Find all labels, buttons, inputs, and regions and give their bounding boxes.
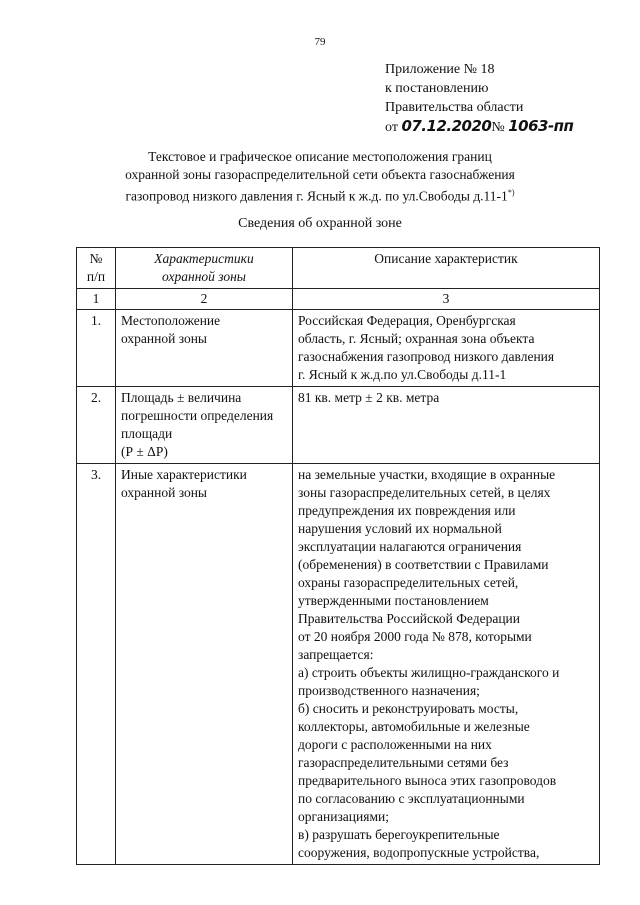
document-title — [70, 148, 570, 206]
row-characteristic — [116, 387, 293, 464]
appendix-date-line — [385, 117, 615, 137]
characteristic-line: Местоположение — [121, 313, 221, 328]
characteristic-line: Иные характеристики — [121, 467, 247, 482]
header-characteristics — [116, 248, 293, 289]
description-line: (обременения) в соответствии с Правилами — [298, 557, 549, 572]
description-line: газораспределительными сетями без — [298, 755, 509, 770]
row-number: 2. — [77, 387, 116, 464]
description-line: от 20 ноября 2000 года № 878, которыми — [298, 629, 532, 644]
description-line: в) разрушать берегоукрепительные — [298, 827, 500, 842]
description-line: запрещается: — [298, 647, 374, 662]
description-line: сооружения, водопропускные устройства, — [298, 845, 540, 860]
title-line-1: Текстовое и графическое описание местоположения границ — [148, 149, 492, 164]
column-index-3: 3 — [293, 289, 600, 310]
handwritten-number: 1063-пп — [508, 117, 574, 135]
description-line: на земельные участки, входящие в охранные — [298, 467, 556, 482]
description-line: эксплуатации налагаются ограничения — [298, 539, 522, 554]
description-line: нарушения условий их нормальной — [298, 521, 502, 536]
table-row — [77, 464, 600, 865]
footnote-mark: *) — [507, 188, 515, 197]
section-title: Сведения об охранной зоне — [238, 216, 402, 231]
appendix-decree-line: к постановлению — [385, 81, 489, 96]
number-prefix: № — [491, 120, 505, 135]
description-line: производственного назначения; — [298, 683, 480, 698]
row-number: 3. — [77, 464, 116, 865]
row-characteristic — [116, 464, 293, 865]
header-number-label: п/п — [86, 269, 106, 284]
row-description — [293, 310, 600, 387]
description-line: зоны газораспределительных сетей, в целях — [298, 485, 551, 500]
column-index-1: 1 — [77, 289, 116, 310]
characteristic-line: охранной зоны — [121, 485, 208, 500]
characteristic-line: Площадь ± величина — [121, 390, 242, 405]
description-line: организациями; — [298, 809, 389, 824]
description-line: утвержденными постановлением — [298, 593, 489, 608]
header-characteristics-line-1: Характеристики — [154, 251, 254, 266]
page-number: 79 — [314, 36, 326, 48]
row-number: 1. — [77, 310, 116, 387]
appendix-title: Приложение № 18 — [385, 62, 495, 77]
description-line: г. Ясный к ж.д.по ул.Свободы д.11-1 — [298, 367, 507, 382]
title-line-3-text: газопровод низкого давления г. Ясный к ж.д. по ул.Свободы д.11-1 — [125, 188, 508, 204]
title-line-2: охранной зоны газораспределительной сети объекта газоснабжения — [125, 167, 515, 182]
header-number-symbol: № — [89, 251, 103, 266]
table-row — [77, 310, 600, 387]
header-number — [77, 248, 116, 289]
description-line: предупреждения их повреждения или — [298, 503, 516, 518]
table-column-index-row — [77, 289, 600, 310]
description-line: предварительного выноса этих газопроводов — [298, 773, 557, 788]
row-description — [293, 387, 600, 464]
appendix-authority-line: Правительства области — [385, 100, 524, 115]
description-line: по согласованию с эксплуатационными — [298, 791, 525, 806]
description-line: 81 кв. метр ± 2 кв. метра — [298, 390, 440, 405]
header-characteristics-line-2: охранной зоны — [162, 269, 246, 284]
column-index-2: 2 — [116, 289, 293, 310]
row-characteristic — [116, 310, 293, 387]
title-line-3 — [70, 184, 570, 206]
description-line: охраны газораспределительных сетей, — [298, 575, 519, 590]
characteristic-line: охранной зоны — [121, 331, 208, 346]
description-line: коллекторы, автомобильные и железные — [298, 719, 530, 734]
appendix-header — [385, 60, 615, 137]
characteristic-line: площади — [121, 426, 173, 441]
row-description — [293, 464, 600, 865]
description-line: дороги с расположенными на них — [298, 737, 492, 752]
description-line: б) сносить и реконструировать мосты, — [298, 701, 519, 716]
description-line: Российская Федерация, Оренбургская — [298, 313, 516, 328]
table-header-row — [77, 248, 600, 289]
handwritten-date: 07.12.2020 — [401, 117, 492, 135]
characteristic-line: (Р ± ΔР) — [121, 444, 168, 459]
description-line: область, г. Ясный; охранная зона объекта — [298, 331, 535, 346]
description-line: Правительства Российской Федерации — [298, 611, 520, 626]
characteristic-line: погрешности определения — [121, 408, 274, 423]
protection-zone-table — [76, 247, 600, 865]
date-prefix: от — [385, 120, 398, 135]
description-line: газоснабжения газопровод низкого давления — [298, 349, 555, 364]
description-line: а) строить объекты жилищно-гражданского и — [298, 665, 560, 680]
table-row — [77, 387, 600, 464]
header-description: Описание характеристик — [293, 248, 600, 289]
